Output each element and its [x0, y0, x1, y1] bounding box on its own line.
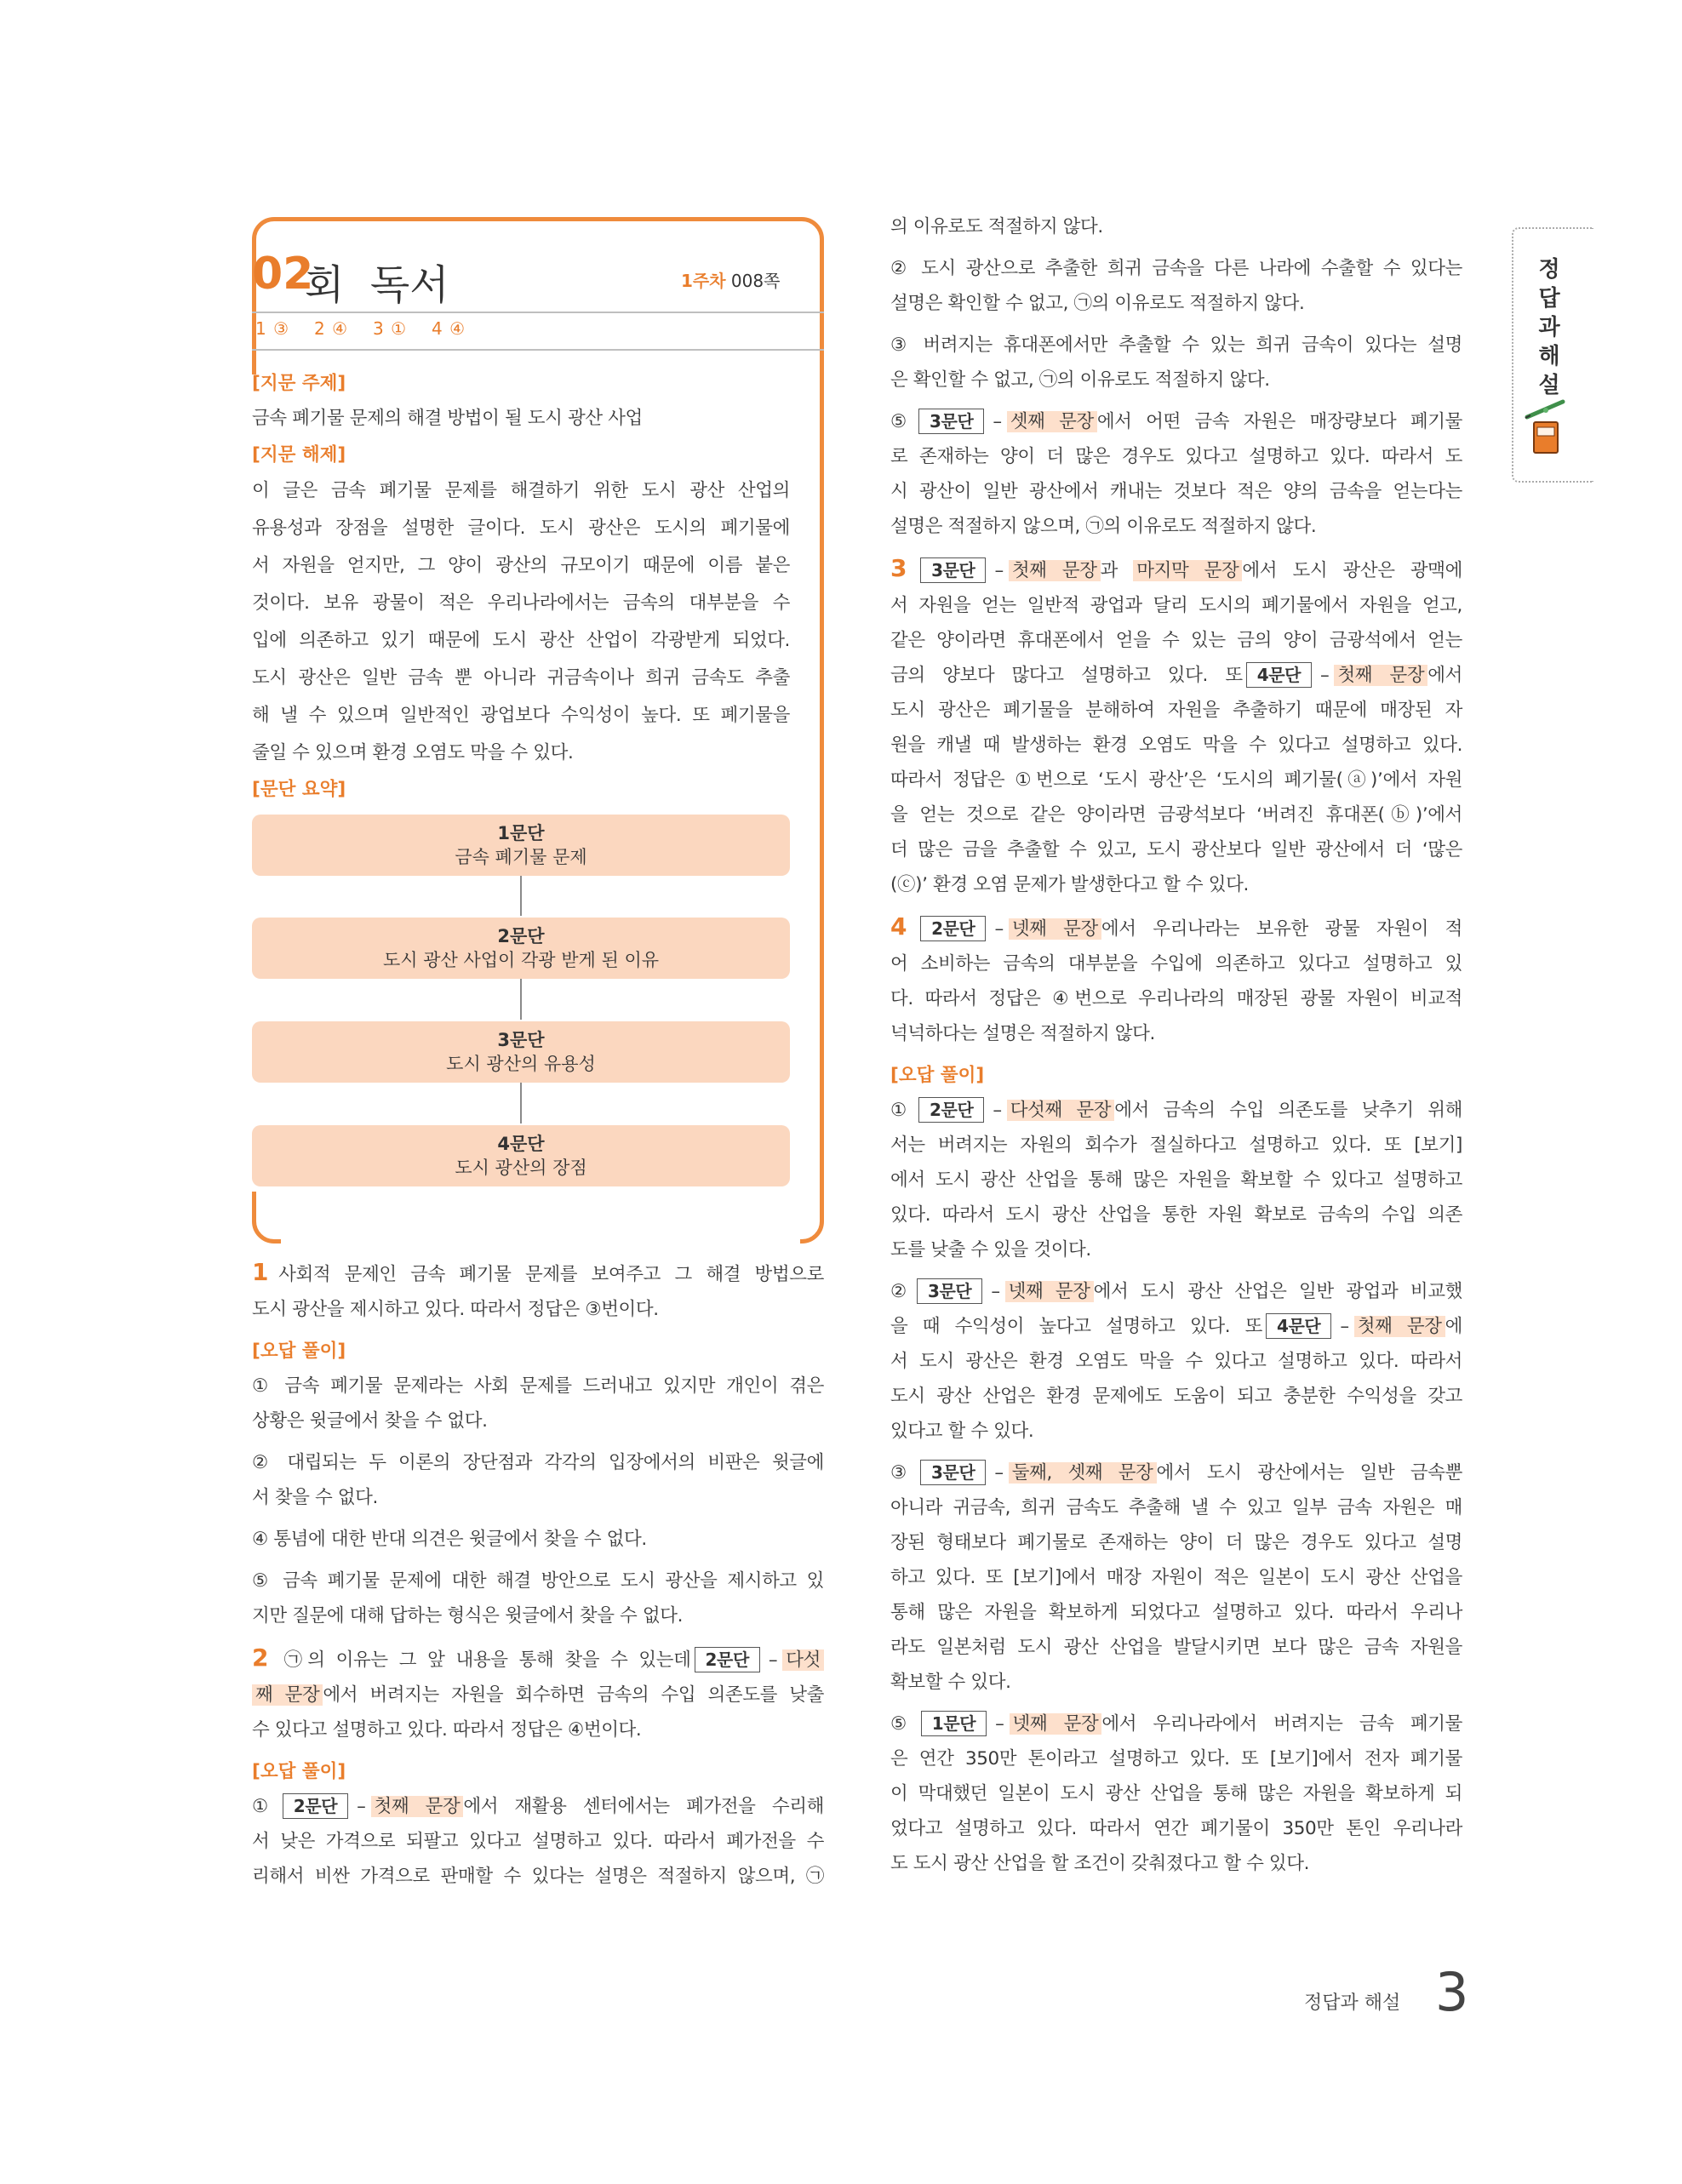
- explanation-text: 서는 버려지는 자원의 회수가 절실하다고 설명하고 있다. 또 [보기]: [890, 1135, 1462, 1156]
- explanation-text: ③ 버려지는 휴대폰에서만 추출할 수 있는 희귀 금속이 있다는 설명: [890, 334, 1462, 356]
- analysis-line: 해 낼 수 있으며 일반적인 광업보다 수익성이 높다. 또 폐기물을: [252, 705, 790, 726]
- sentence-highlight: 넷째 문장: [1005, 1281, 1094, 1302]
- paragraph-ref-box: 2문단: [920, 916, 986, 941]
- choice-number: ⑤: [890, 1713, 918, 1735]
- explanation-text: 설명은 적절하지 않으며, ㉠의 이유로도 적절하지 않다.: [890, 516, 1317, 537]
- explanation-text: 의 이유로도 적절하지 않다.: [890, 216, 1103, 237]
- explanation-text: 따라서 정답은 ①번으로 ‘도시 광산’은 ‘도시의 폐기물(ⓐ)’에서 자원: [890, 769, 1462, 791]
- explanation-text: 있다고 할 수 있다.: [890, 1421, 1034, 1442]
- explanation-text: 에서 우리나라는 보유한 광물 자원이 적: [1101, 918, 1462, 940]
- explanation-text: 사회적 문제인 금속 폐기물 문제를 보여주고 그 해결 방법으로: [278, 1264, 824, 1285]
- flow-step-text: 도시 광산의 장점: [455, 1158, 587, 1178]
- explanation-text: 장된 형태보다 폐기물로 존재하는 양이 더 많은 경우도 있다고 설명: [890, 1532, 1462, 1553]
- analysis-line: 줄일 수 있으며 환경 오염도 막을 수 있다.: [252, 742, 574, 763]
- explanation-text: 더 많은 금을 추출할 수 있고, 도시 광산보다 일반 광산에서 더 ‘많은: [890, 839, 1462, 860]
- explanation-text: 었다고 설명하고 있다. 따라서 연간 폐기물이 350만 톤인 우리나라: [890, 1818, 1462, 1839]
- sentence-highlight: 넷째 문장: [1010, 1713, 1102, 1735]
- analysis-line: 것이다. 보유 광물이 적은 우리나라에서는 금속의 대부분을 수: [252, 592, 790, 614]
- paragraph-ref-box: 4문단: [1246, 662, 1312, 688]
- question-number: 1: [252, 1258, 269, 1286]
- explanation-text: 은 확인할 수 없고, ㉠의 이유로도 적절하지 않다.: [890, 369, 1270, 391]
- explanation-text: 통해 많은 자원을 확보하게 되었다고 설명하고 있다. 따라서 우리나: [890, 1602, 1462, 1623]
- left-column-explanations: 1 사회적 문제인 금속 폐기물 문제를 보여주고 그 해결 방법으로 도시 광산을 제시하고 있다. 따라서 정답은 ③번이다. [오답 풀이] ① 금속 폐기물 문제라는 사회 문제를 드러내고 있지만 개인이 겪은 상황은 윗글에서 찾을 수 없다. ② 대립되는 두 이론의 장단점과 각각의 입장에서의 비판은 윗글에 서 찾을 수 없다. ④ 통념에 대한 반대 의견은 윗글에서 찾을 수 없다. ⑤ 금속 폐기물 문제에 대한 해결 방안으로 도시 광산을 제시하고 있 지만 질문에 대해 답하는 형식은 윗글에서 찾을 수 없다. 2 ㉠의 이유는 그 앞 내용을 통해 찾을 수 있는데 2문단 – 다섯 째 문장 에서 버려지는 자원을 회수하면 금속의 수입 의존도를 낮출 수 있다고 설명하고 있다. 따라서 정답은 ④번이다. [오답 풀이] ① 2문단 – 첫째 문장 에서 재활용 센터에서는 폐가전을 수리해 서 낮은 가격으로 되팔고 있다고 설명하고 있다. 따라서 폐가전을 수 리해서 비싼 가격으로 판매할 수 있다는 설명은 적절하지 않으며, ㉠: [252, 1255, 824, 1894]
- analysis-line: 입에 의존하고 있기 때문에 도시 광산 산업이 각광받게 되었다.: [252, 630, 790, 651]
- answer-4: 4 ④: [432, 318, 466, 339]
- lesson-number: 02: [252, 249, 314, 300]
- week-reference: [681, 267, 780, 292]
- explanation-text: (ⓒ)’ 환경 오염 문제가 발생한다고 할 수 있다.: [890, 874, 1249, 895]
- explanation-text: 이 막대했던 일본이 도시 광산 산업을 통해 많은 자원을 확보하게 되: [890, 1783, 1462, 1804]
- explanation-text: 같은 양이라면 휴대폰에서 얻을 수 있는 금의 양이 금광석에서 얻는: [890, 630, 1462, 651]
- right-column-explanations: 의 이유로도 적절하지 않다. ② 도시 광산으로 추출한 희귀 금속을 다른 나라에 수출할 수 있다는 설명은 확인할 수 없고, ㉠의 이유로도 적절하지 않다. ③ 버려지는 휴대폰에서만 추출할 수 있는 희귀 금속이 있다는 설명 은 확인할 수 없고, ㉠의 이유로도 적절하지 않다. ⑤ 3문단 – 셋째 문장 에서 어떤 금속 자원은 매장량보다 폐기물 로 존재하는 양이 더 많은 경우도 있다고 설명하고 있다. 따라서 도 시 광산이 일반 광산에서 캐내는 것보다 적은 양의 금속을 얻는다는 설명은 적절하지 않으며, ㉠의 이유로도 적절하지 않다. 3 3문단 – 첫째 문장 과 마지막 문장 에서 도시 광산은 광맥에 서 자원을 얻는 일반적 광업과 달리 도시의 폐기물에서 자원을 얻고, 같은 양이라면 휴대폰에서 얻을 수 있는 금의 양이 금광석에서 얻는 금의 양보다 많다고 설명하고 있다. 또 4문단 – 첫째 문장 에서 도시 광산은 폐기물을 분해하여 자원을 추출하기 때문에 매장된 자 원을 캐낼 때 발생하는 환경 오염도 막을 수 있다고 설명하고 있다. 따라서 정답은 ①번으로 ‘도시 광산’은 ‘도시의 폐기물(ⓐ)’에서 자원 을 얻는 것으로 같은 양이라면 금광석보다 ‘버려진 휴대폰(ⓑ)’에서 더 많은 금을 추출할 수 있고, 도시 광산보다 일반 광산에서 더 ‘많은 (ⓒ)’ 환경 오염 문제가 발생한다고 할 수 있다. 4 2문단 – 넷째 문장 에서 우리나라는 보유한 광물 자원이 적 어 소비하는 금속의 대부분을 수입에 의존하고 있다고 설명하고 있 다. 따라서 정답은 ④번으로 우리나라의 매장된 광물 자원이 비교적 넉넉하다는 설명은 적절하지 않다. [오답 풀이] ① 2문단 – 다섯째 문장 에서 금속의 수입 의존도를 낮추기 위해 서는 버려지는 자원의 회수가 절실하다고 설명하고 있다. 또 [보기] 에서 도시 광산 산업을 통해 많은 자원을 확보할 수 있다고 설명하고 있다. 따라서 도시 광산 산업을 통한 자원 확보로 금속의 수입 의존 도를 낮출 수 있을 것이다. ② 3문단 – 넷째 문장 에서 도시 광산 산업은 일반 광업과 비교했 을 때 수익성이 높다고 설명하고 있다. 또 4문단 – 첫째 문장 에 서 도시 광산은 환경 오염도 막을 수 있다고 설명하고 있다. 따라서 도시 광산 산업은 환경 문제에도 도움이 되고 충분한 수익성을 갖고 있다고 할 수 있다. ③ 3문단 – 둘째, 셋째 문장 에서 도시 광산에서는 일반 금속뿐 아니라 귀금속, 희귀 금속도 추출해 낼 수 있고 일부 금속 자원은 매 장된 형태보다 폐기물로 존재하는 양이 더 많은 경우도 있다고 설명 하고 있다. 또 [보기]에서 매장 자원이 적은 일본이 도시 광산 산업을 통해 많은 자원을 확보하게 되었다고 설명하고 있다. 따라서 우리나 라도 일본처럼 도시 광산 산업을 발달시키면 보다 많은 금속 자원을 확보할 수 있다. ⑤ 1문단 – 넷째 문장 에서 우리나라에서 버려지는 금속 폐기물 은 연간 350만 톤이라고 설명하고 있다. 또 [보기]에서 전자 폐기물 이 막대했던 일본이 도시 광산 산업을 통해 많은 자원을 확보하게 되 었다고 설명하고 있다. 따라서 연간 폐기물이 350만 톤인 우리나라 도 도시 광산 산업을 할 조건이 갖춰졌다고 할 수 있다.: [890, 209, 1462, 1888]
- analysis-line: 서 자원을 얻지만, 그 양이 광산의 규모이기 때문에 이름 붙은: [252, 555, 790, 576]
- sentence-highlight: 첫째 문장: [1009, 560, 1101, 581]
- paragraph-ref-box: 1문단: [921, 1711, 987, 1736]
- paragraph-ref-box: 2문단: [918, 1097, 984, 1123]
- conjunction: 과: [1100, 560, 1118, 581]
- choice-number: ③: [890, 1462, 918, 1484]
- explanation-text: 서 찾을 수 없다.: [252, 1487, 378, 1508]
- paragraph-ref-box: 3문단: [918, 409, 984, 434]
- flow-connector: [520, 1083, 522, 1123]
- explanation-text: 에서 어떤 금속 자원은 매장량보다 폐기물: [1096, 411, 1462, 432]
- flow-connector: [520, 979, 522, 1020]
- flow-connector: [520, 875, 522, 916]
- explanation-text: ⑤ 금속 폐기물 문제에 대한 해결 방안으로 도시 광산을 제시하고 있: [252, 1570, 824, 1592]
- explanation-text: 에서 우리나라에서 버려지는 금속 폐기물: [1101, 1713, 1463, 1735]
- explanation-text: ② 대립되는 두 이론의 장단점과 각각의 입장에서의 비판은 윗글에: [252, 1452, 824, 1473]
- footer-label: 정답과 해설: [1304, 1992, 1401, 2014]
- lesson-title: 회 독서: [305, 261, 449, 309]
- answer-3: 3 ①: [373, 318, 407, 339]
- explanation-text: 에서: [1427, 665, 1462, 686]
- explanation-text: 시 광산이 일반 광산에서 캐내는 것보다 적은 양의 금속을 얻는다는: [890, 481, 1462, 502]
- analysis-tag: [지문 해제]: [252, 444, 346, 466]
- topic-text: 금속 폐기물 문제의 해결 방법이 될 도시 광산 사업: [252, 408, 643, 429]
- analysis-line: 이 글은 금속 폐기물 문제를 해결하기 위한 도시 광산 산업의: [252, 480, 790, 501]
- explanation-text: 넉넉하다는 설명은 적절하지 않다.: [890, 1023, 1155, 1044]
- flow-step-title: 4문단: [497, 1134, 545, 1154]
- explanation-text: 서 도시 광산은 환경 오염도 막을 수 있다고 설명하고 있다. 따라서: [890, 1351, 1462, 1372]
- explanation-text: 에서 금속의 수입 의존도를 낮추기 위해: [1114, 1100, 1463, 1121]
- explanation-text: 설명은 확인할 수 없고, ㉠의 이유로도 적절하지 않다.: [890, 293, 1305, 314]
- explanation-text: 에서 도시 광산에서는 일반 금속뿐: [1156, 1462, 1462, 1484]
- explanation-text: ㉠의 이유는 그 앞 내용을 통해 찾을 수 있는데: [278, 1649, 691, 1671]
- answer-1: 1 ③: [255, 318, 289, 339]
- explanation-text: 에서 버려지는 자원을 회수하면 금속의 수입 의존도를 낮출: [323, 1684, 825, 1706]
- explanation-text: 을 때 수익성이 높다고 설명하고 있다. 또: [890, 1316, 1262, 1337]
- sentence-highlight: 첫째 문장: [1334, 665, 1427, 686]
- explanation-text: 서 자원을 얻는 일반적 광업과 달리 도시의 폐기물에서 자원을 얻고,: [890, 595, 1462, 616]
- analysis-line: 도시 광산은 일반 금속 뿐 아니라 귀금속이나 희귀 금속도 추출: [252, 667, 790, 689]
- explanation-text: 도시 광산 산업은 환경 문제에도 도움이 되고 충분한 수익성을 갖고: [890, 1386, 1462, 1407]
- flow-step-4: [252, 1125, 790, 1186]
- week-label: 1주차: [681, 271, 726, 291]
- sentence-highlight: 다섯: [782, 1649, 824, 1671]
- book-pen-icon: [1520, 397, 1571, 458]
- explanation-text: 금의 양보다 많다고 설명하고 있다. 또: [890, 665, 1243, 686]
- sentence-highlight: 둘째, 셋째 문장: [1009, 1462, 1157, 1484]
- flow-step-2: [252, 918, 790, 979]
- explanation-text: 상황은 윗글에서 찾을 수 없다.: [252, 1410, 488, 1432]
- sentence-highlight: 넷째 문장: [1009, 918, 1101, 940]
- explanation-text: 지만 질문에 대해 답하는 형식은 윗글에서 찾을 수 없다.: [252, 1605, 684, 1627]
- sentence-highlight: 셋째 문장: [1007, 411, 1097, 432]
- choice-number: ②: [890, 1281, 913, 1302]
- card-gap-bottom: [281, 1234, 800, 1251]
- explanation-text: 하고 있다. 또 [보기]에서 매장 자원이 적은 일본이 도시 광산 산업을: [890, 1567, 1462, 1588]
- choice-number: ⑤: [890, 411, 916, 432]
- explanation-text: 도를 낮출 수 있을 것이다.: [890, 1239, 1091, 1261]
- explanation-text: 있다. 따라서 도시 광산 산업을 통한 자원 확보로 금속의 수입 의존: [890, 1204, 1462, 1226]
- explanation-text: ④ 통념에 대한 반대 의견은 윗글에서 찾을 수 없다.: [252, 1529, 647, 1550]
- explanation-text: 확보할 수 있다.: [890, 1672, 1011, 1693]
- explanation-text: 수 있다고 설명하고 있다. 따라서 정답은 ④번이다.: [252, 1719, 642, 1741]
- flow-step-text: 도시 광산의 유용성: [446, 1054, 596, 1074]
- flow-tag: [문단 요약]: [252, 779, 346, 800]
- explanation-text: ① 금속 폐기물 문제라는 사회 문제를 드러내고 있지만 개인이 겪은: [252, 1375, 824, 1397]
- explanation-text: 원을 캐낼 때 발생하는 환경 오염도 막을 수 있다고 설명하고 있다.: [890, 735, 1462, 756]
- wrong-answer-tag: [오답 풀이]: [252, 1761, 346, 1782]
- sentence-highlight: 마지막 문장: [1133, 560, 1242, 581]
- sentence-highlight: 째 문장: [252, 1684, 323, 1706]
- explanation-text: 서 낮은 가격으로 되팔고 있다고 설명하고 있다. 따라서 폐가전을 수: [252, 1831, 824, 1852]
- wrong-answer-tag: [오답 풀이]: [252, 1341, 346, 1362]
- paragraph-ref-box: 3문단: [920, 1460, 986, 1485]
- explanation-text: 을 얻는 것으로 같은 양이라면 금광석보다 ‘버려진 휴대폰(ⓑ)’에서: [890, 804, 1462, 826]
- answer-key: [255, 318, 490, 339]
- explanation-text: 에서 도시 광산 산업을 통해 많은 자원을 확보할 수 있다고 설명하고: [890, 1169, 1462, 1191]
- divider: [252, 312, 824, 313]
- explanation-text: 에서 재활용 센터에서는 폐가전을 수리해: [463, 1796, 825, 1817]
- wrong-answer-tag: [오답 풀이]: [890, 1065, 985, 1086]
- explanation-text: 리해서 비싼 가격으로 판매할 수 있다는 설명은 적절하지 않으며, ㉠: [252, 1866, 824, 1887]
- flow-step-text: 도시 광산 사업이 각광 받게 된 이유: [382, 950, 660, 970]
- question-number: 3: [890, 554, 907, 582]
- flow-step-1: [252, 815, 790, 876]
- paragraph-ref-box: 3문단: [917, 1278, 982, 1304]
- explanation-text: 도시 광산을 제시하고 있다. 따라서 정답은 ③번이다.: [252, 1299, 659, 1320]
- flow-step-text: 금속 폐기물 문제: [455, 847, 587, 867]
- sentence-highlight: 첫째 문장: [371, 1796, 464, 1817]
- sentence-highlight: 다섯째 문장: [1007, 1100, 1114, 1121]
- explanation-text: 은 연간 350만 톤이라고 설명하고 있다. 또 [보기]에서 전자 폐기물: [890, 1748, 1462, 1769]
- sentence-highlight: 첫째 문장: [1354, 1316, 1445, 1337]
- explanation-text: 에서 도시 광산 산업은 일반 광업과 비교했: [1093, 1281, 1462, 1302]
- explanation-text: ② 도시 광산으로 추출한 희귀 금속을 다른 나라에 수출할 수 있다는: [890, 258, 1462, 279]
- explanation-text: 아니라 귀금속, 희귀 금속도 추출해 낼 수 있고 일부 금속 자원은 매: [890, 1497, 1462, 1518]
- paragraph-ref-box: 2문단: [695, 1647, 760, 1672]
- page-reference: 008쪽: [730, 271, 781, 291]
- choice-number: ①: [890, 1100, 916, 1121]
- analysis-line: 유용성과 장점을 설명한 글이다. 도시 광산은 도시의 폐기물에: [252, 517, 790, 539]
- question-number: 2: [252, 1644, 269, 1672]
- divider: [252, 349, 824, 351]
- passage-summary: [252, 366, 790, 807]
- flow-step-3: [252, 1021, 790, 1083]
- explanation-text: 에서 도시 광산은 광맥에: [1242, 560, 1463, 581]
- explanation-text: 도시 광산은 폐기물을 분해하여 자원을 추출하기 때문에 매장된 자: [890, 700, 1462, 721]
- question-number: 4: [890, 912, 907, 940]
- paragraph-ref-box: 2문단: [283, 1793, 348, 1819]
- explanation-text: 다. 따라서 정답은 ④번으로 우리나라의 매장된 광물 자원이 비교적: [890, 988, 1462, 1009]
- page-number: 3: [1435, 1961, 1469, 2023]
- explanation-text: 에: [1445, 1316, 1462, 1337]
- flow-step-title: 3문단: [497, 1030, 545, 1050]
- paragraph-ref-box: 4문단: [1266, 1313, 1331, 1339]
- explanation-text: 어 소비하는 금속의 대부분을 수입에 의존하고 있다고 설명하고 있: [890, 953, 1462, 975]
- answer-2: 2 ④: [314, 318, 348, 339]
- explanation-text: 라도 일본처럼 도시 광산 산업을 발달시키면 보다 많은 금속 자원을: [890, 1637, 1462, 1658]
- topic-tag: [지문 주제]: [252, 373, 346, 394]
- paragraph-ref-box: 3문단: [920, 557, 986, 583]
- explanation-text: 로 존재하는 양이 더 많은 경우도 있다고 설명하고 있다. 따라서 도: [890, 446, 1462, 467]
- choice-number: ①: [252, 1796, 279, 1817]
- flow-step-title: 2문단: [497, 926, 545, 946]
- flow-step-title: 1문단: [497, 823, 545, 843]
- side-tab-label: 정답과해설: [1538, 257, 1560, 398]
- explanation-text: 도 도시 광산 산업을 할 조건이 갖춰졌다고 할 수 있다.: [890, 1853, 1310, 1874]
